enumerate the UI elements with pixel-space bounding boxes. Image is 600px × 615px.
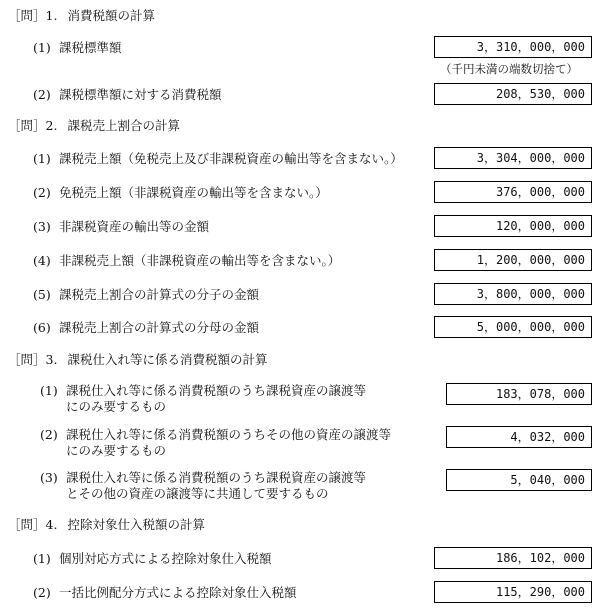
q2-item-2-label: (2) 免税売上額（非課税資産の輸出等を含まない。） (33, 185, 328, 200)
q2-item-1-value-box: 3，304，000，000 (434, 147, 592, 169)
heading-title: 課税仕入れ等に係る消費税額の計算 (67, 352, 268, 367)
heading-tag: ［問］2. (8, 118, 58, 133)
q2-item-2-value-box: 376，000，000 (434, 181, 592, 203)
heading-title: 控除対象仕入税額の計算 (67, 517, 205, 532)
heading-tag: ［問］4. (8, 517, 58, 532)
q2-item-6-value-box: 5，000，000，000 (434, 316, 592, 338)
section-heading-q2 (8, 118, 180, 134)
q4-item-1-value-box: 186，102，000 (434, 547, 592, 569)
q2-item-5-value-box: 3，800，000，000 (434, 283, 592, 305)
q3-item-1-label: (1) 課税仕入れ等に係る消費税額のうち課税資産の譲渡等 にのみ要するもの (40, 383, 367, 414)
q1-item-1-label: (1) 課税標準額 (33, 40, 122, 55)
section-heading-q4 (8, 517, 205, 533)
q4-item-1-label: (1) 個別対応方式による控除対象仕入税額 (33, 551, 272, 566)
q1-item-2-label: (2) 課税標準額に対する消費税額 (33, 87, 222, 102)
q2-item-5-label: (5) 課税売上割合の計算式の分子の金額 (33, 287, 260, 302)
q2-item-4-value-box: 1，200，000，000 (434, 249, 592, 271)
q2-item-4-label: (4) 非課税売上額（非課税資産の輸出等を含まない。） (33, 253, 341, 268)
q3-item-2-label: (2) 課税仕入れ等に係る消費税額のうちその他の資産の譲渡等 にのみ要するもの (40, 427, 392, 458)
q4-item-2-value-box: 115，290，000 (434, 581, 592, 603)
q1-item-1-value-box: 3，310，000，000 (434, 36, 592, 58)
section-heading-q3 (8, 352, 267, 368)
heading-title: 課税売上割合の計算 (67, 118, 180, 133)
q2-item-3-label: (3) 非課税資産の輸出等の金額 (33, 219, 210, 234)
section-heading-q1 (8, 8, 155, 24)
heading-title: 消費税額の計算 (67, 8, 155, 23)
q2-item-6-label: (6) 課税売上割合の計算式の分母の金額 (33, 320, 260, 335)
q3-item-3-label: (3) 課税仕入れ等に係る消費税額のうち課税資産の譲渡等 とその他の資産の譲渡等に共通して要するもの (40, 470, 367, 501)
q2-item-3-value-box: 120，000，000 (434, 215, 592, 237)
q4-item-2-label: (2) 一括比例配分方式による控除対象仕入税額 (33, 585, 297, 600)
q1-item-2-value-box: 208，530，000 (434, 83, 592, 105)
q3-item-1-value-box: 183，078，000 (446, 383, 592, 405)
q3-item-3-value-box: 5，040，000 (446, 469, 592, 491)
rounding-note: （千円未満の端数切捨て） (440, 62, 578, 76)
q2-item-1-label: (1) 課税売上額（免税売上及び非課税資産の輸出等を含まない。） (33, 151, 403, 166)
heading-tag: ［問］1. (8, 8, 58, 23)
heading-tag: ［問］3. (8, 352, 58, 367)
q3-item-2-value-box: 4，032，000 (446, 426, 592, 448)
